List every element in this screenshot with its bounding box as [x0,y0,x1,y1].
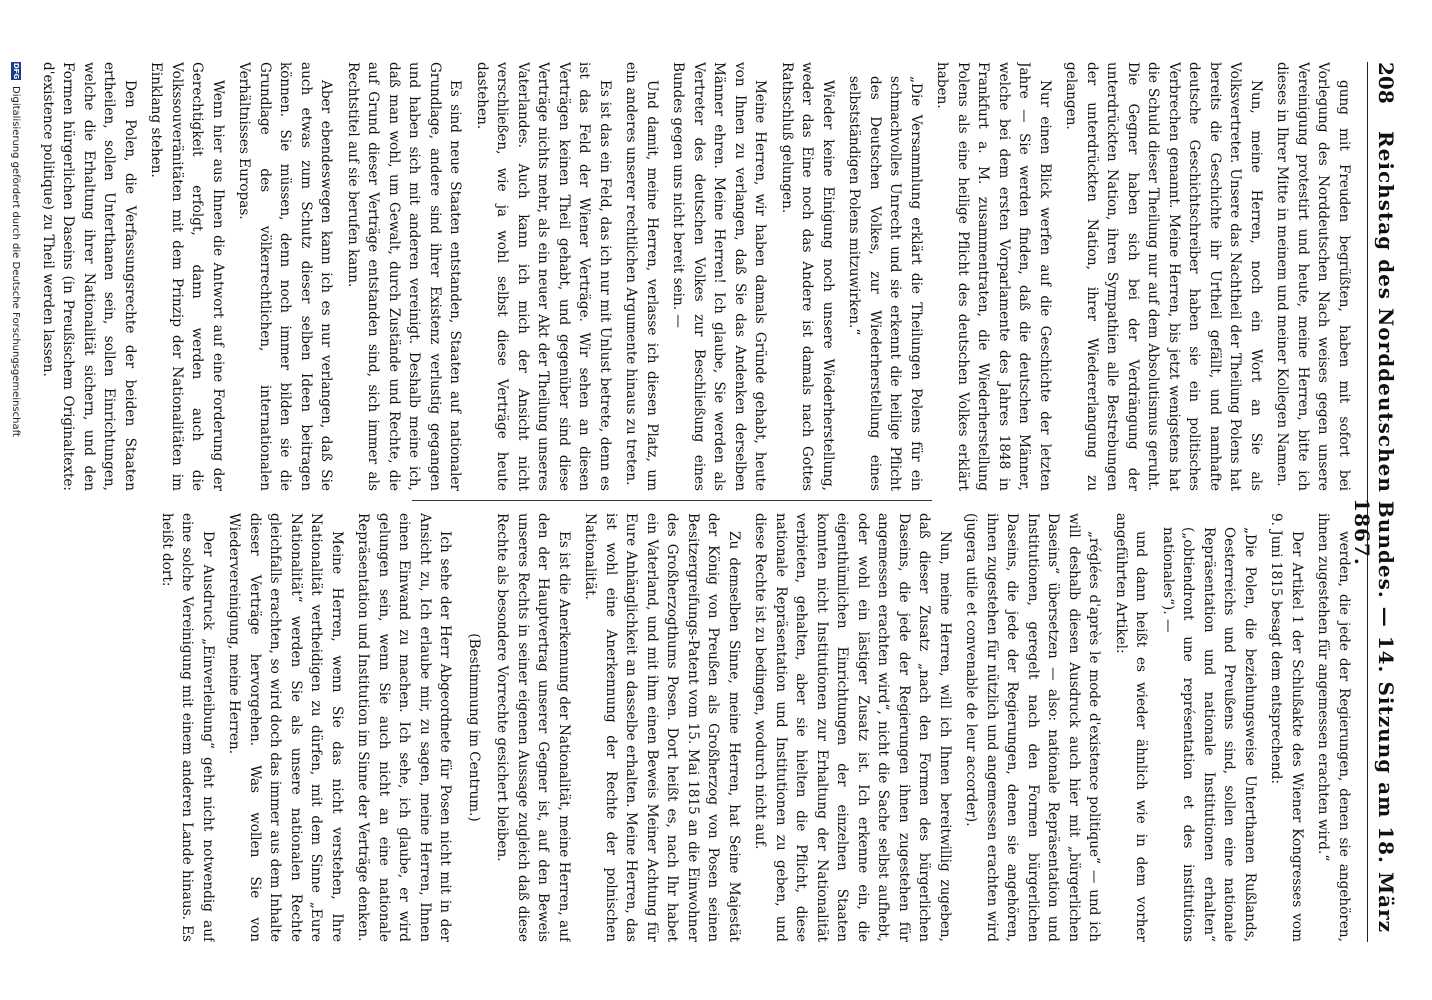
left-column [34,62,1354,491]
page-header [1350,62,1398,942]
paragraph: Und damit, meine Herren, verlasse ich diesen Platz, um ein anderes unserer rechtlichen Argumente hinaus zu treten. [623,62,660,491]
paragraph: Nun, meine Herren, noch ein Wort an Sie als Volksvertreter. Unsere das Nachtheil der Theilung Polens hat bereits die Geschichte ihr Urtheil gefällt, und namhafte deutsche Geschichtschreiber haben sie ein politisches Verbrechen genannt. Meine Herren, bis jetzt wenigstens hat die Schuld dieser Theilung nur auf dem Absolutismus geruht. Die Gegner haben sich bei der Verdrängung der unterdrückten Nation, ihren Sympathien alle Bestrebungen der unterdrückten Nation, ihrer Wiedererlangung zu gelangen. [1063,62,1264,491]
paragraph: Der Ausdruck „Einverleibung“ geht nicht notwendig auf eine solche Vereinigung mit einem anderen Lande hinaus. Es heißt dort: [159,513,216,942]
paragraph: Ich sehe der Herr Abgeordnete für Posen nicht mit in der Ansicht zu, Ich erlaube mir, zu sagen, meine Herren, Ihnen einen Einwand zu machen. Ich sehe, ich glaube, er wird gelungen sein, wenn Sie auch nicht an eine nationale Repräsentation und Institution im Sinne der Verträge denken. [355,513,454,942]
paragraph: Nun, meine Herren, will ich Ihnen bereitwillig zugeben, daß dieser Zusatz „nach den Formen des bürgerlichen Daseins, die jede der Regierungen ihnen zugestehen für angemessen erachten wird“, nicht die Sache selbst aufhebt, oder wohl ein lästiger Zusatz ist. Ich erkenne ein, die eigenthümlichen Einrichtungen der einzelnen Staaten konnten nicht Institutionen zur Erhaltung der Nationalität verbieten, gehalten, aber sie hielten die Pflicht, diese nationale Repräsentation und Institutionen zu geben, und diese Rechte ist zu bedingen, wodurch nicht auf. [752,513,953,942]
paragraph: Aber ebendeswegen kann ich es nur verlangen, daß Sie auch etwas zum Schutz dieser selben Ideen beitragen können. Sie müssen, denn noch immer bilden sie die Grundlage des völkerrechtlichen, internationalen Verhältnisses Europas. [236,62,335,491]
paragraph: Es sind neue Staaten entstanden, Staaten auf nationaler Grundlage, andere sind ihrer Existenz verlustig gegangen und haben sich mit anderen vereinigt. Deshalb meine ich, daß man wohl, um Gewalt, durch Zustände und Rechte, die auf Grund dieser Verträge entstanden sind, sich immer als Rechtstitel auf sie berufen kann. [345,62,464,491]
paragraph: gung mit Freuden begrüßten, haben mit sofort bei Vorlegung des Norddeutschen Nach weises gegen unsere Vereinigung protestirt und heute, meine Herren, bitte ich dieses in Ihrer Mitte in meinem und meiner Kollegen Namen. [1274,62,1352,491]
page-number: 208 [1374,62,1398,104]
paragraph: Meine Herren, wir haben damals Gründe gehabt, heute von Ihnen zu verlangen, daß Sie das Andenken derselben Männer ehren. Meine Herren! Ich glaube, Sie werden als Vertreter des deutschen Volkes zur Beschließung eines Bundes gegen uns nicht bereit sein. — [670,62,769,491]
paragraph: Wieder keine Einigung noch unsere Wiederherstellung, weder das Eine noch das Andere ist damals nach Gottes Rathschluß gelungen. [779,62,836,491]
column-divider [412,500,932,501]
paragraph: Es ist die Anerkennung der Nationalität, meine Herren, auf den der Hauptvertrag unserer Gegner ist, auf den Beweis unseres Rechts in seiner eigenen Aussage zugleich daß diese Rechte als besondere Vorrechte gesichert bleiben. [494,513,572,942]
paragraph: Der Artikel 1 der Schlußakte des Wiener Kongresses vom 9. Juni 1815 besagt dem entsprechend: [1268,513,1305,942]
paragraph: Zu demselben Sinne, meine Herren, hat Seine Majestät der König von Preußen als Großherzog von Posen seinen Besitzergreifungs-Patent vom 15. Mai 1815 an die Einwohner des Großherzogthums Posen. Dort heißt es, nach Ihr habet ein Vaterland, und mit ihm einen Beweis Meiner Achtung für Eure Anhänglichkeit an dasselbe erhalten. Meine Herren, das ist wohl eine Anerkennung der Rechte der polnischen Nationalität. [582,513,742,942]
running-title: Reichstag des Norddeutschen Bundes. — 14. Sitzung am 18. März 1867. [1350,131,1398,933]
stage-direction: (Bestimmung im Centrum.) [466,633,482,822]
page-footer [8,62,24,942]
digitization-credit: Digitalisierung gefördert durch die Deutsche Forschungsgemeinschaft [10,86,22,437]
paragraph: Es ist das ein Feld, das ich nur mit Unlust betrete, denn es ist das Feld der Wiener Verträge. Wir sehen an diesen Verträgen keinen Theil gehabt, und gegenüber sind diese Verträge nichts mehr, als ein neuer Akt der Theilung unseres Vaterlandes. Auch kann ich mich der Ansicht nicht verschließen, wie ja wohl selbst diese Verträge heute dastehen. [474,62,613,491]
paragraph: und dann heißt es wieder ähnlich wie in dem vorher angeführten Artikel: [1113,513,1150,942]
quotation: „Die Polen, die beziehungsweise Unterthanen Rußlands, Oesterreichs und Preußens sind, sollen eine nationale Repräsentation und nationale Institutionen erhalten“ („obtiendront une représentation et des institutions nationales“). — [1160,527,1258,942]
text-columns [34,62,1354,942]
paragraph: Nur einen Blick werfen auf die Geschichte der letzten Jahre — Sie werden finden, daß die deutschen Männer, welche bei dem ersten Vorparlamente des Jahres 1848 in Frankfurt a. M. zusammentraten, die Wiederherstellung Polens als eine heilige Pflicht des deutschen Volkes erklärt haben. [934,62,1053,491]
paragraph: Wenn hier aus Ihnen die Antwort auf eine Forderung der Gerechtigkeit erfolgt, dann werden auch die Volkssouveränitäten mit dem Prinzip der Nationalitäten im Einklang stehen. [148,62,226,491]
paragraph: „réglées d'après le mode d'existence politique“ — und ich will deshalb diesen Ausdruck auch hier mit „bürgerlichen Daseins“ übersetzen — also: nationale Repräsentation und Institutionen, geregelt nach den Formen bürgerlichen Daseins, die jede der Regierungen, denen sie angehören, ihnen zugestehen für nützlich und angemessen erachten wird (jugera utile et convenable de leur accorder). [963,513,1103,942]
dfg-logo-icon: DFG [12,62,20,80]
right-column [34,513,1354,942]
paragraph: Meine Herren, wenn Sie das nicht verstehen, Ihre Nationalität vertheidigen zu dürfen, mit dem Sinne „Eure Nationalität“ werden Sie als unsere nationalen Rechte gleichfalls erachten, so wird doch das immer aus dem Inhalte dieser Verträge hervorgehen. Was wollen Sie von Wiedervereinigung, meine Herren. [226,513,345,942]
paragraph: Den Polen, die Verfassungsrechte der beiden Staaten ertheilen, sollen Unterthanen sein, sollen Einrichtungen, welche die Erhaltung ihrer Nationalität sichern, und den Formen hürgerlichen Daseins (in Preußischem Originaltexte: d'existence politique) zu Theil werden lassen. [40,62,138,491]
quotation: „Die Versammlung erklärt die Theilungen Polens für ein schmachvolles Unrecht und sie erkennt die heilige Pflicht des Deutschen Volkes, zur Wiederherstellung eines selbstständigen Polens mitzuwirken.“ [846,76,924,491]
paragraph: werden, die jede der Regierungen, denen sie angehören, ihnen zugestehen für angemessen erachten wird.“ [1315,513,1352,942]
